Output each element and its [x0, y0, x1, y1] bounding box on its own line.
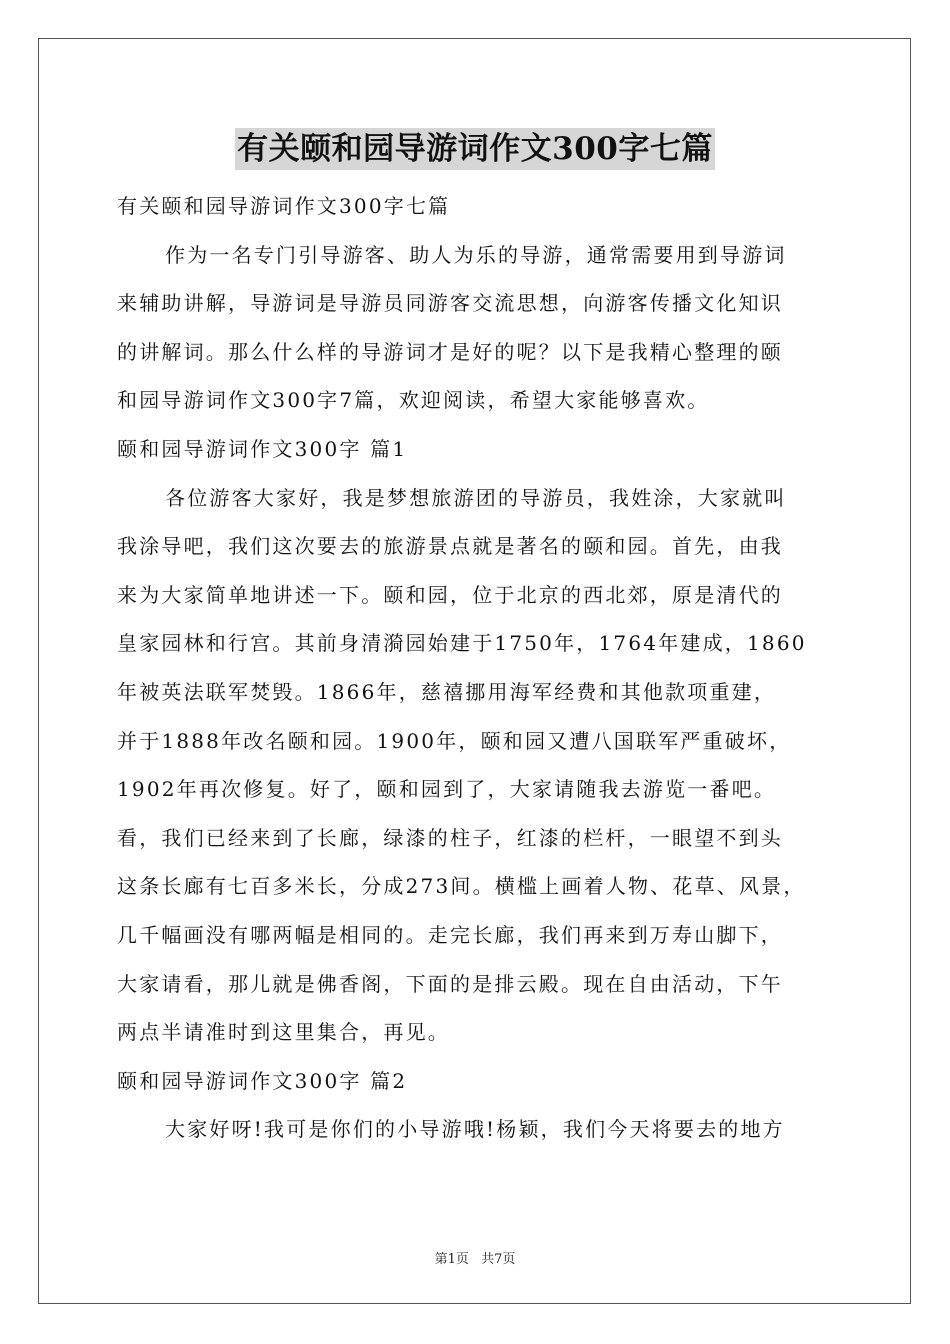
text-line: 和园导游词作文300字7篇，欢迎阅读，希望大家能够喜欢。	[117, 388, 710, 413]
text-line: 1902年再次修复。好了，颐和园到了，大家请随我去游览一番吧。	[117, 777, 777, 802]
text-line: 年被英法联军焚毁。1866年，慈禧挪用海军经费和其他款项重建，	[117, 679, 777, 704]
text-line: 这条长廊有七百多米长，分成273间。横槛上画着人物、花草、风景，	[117, 874, 806, 899]
text-line: 颐和园导游词作文300字 篇2	[117, 1068, 408, 1093]
text-line: 来为大家简单地讲述一下。颐和园，位于北京的西北郊，原是清代的	[117, 582, 783, 607]
text-line: 看，我们已经来到了长廊，绿漆的柱子，红漆的栏杆，一眼望不到头	[117, 825, 783, 850]
text-line: 两点半请准时到这里集合，再见。	[117, 1020, 450, 1045]
text-line: 我涂导吧，我们这次要去的旅游景点就是著名的颐和园。首先，由我	[117, 534, 783, 559]
text-line: 颐和园导游词作文300字 篇1	[117, 436, 408, 461]
page-footer	[0, 1248, 950, 1267]
text-line: 大家好呀!我可是你们的小导游哦!杨颖，我们今天将要去的地方	[165, 1117, 785, 1142]
text-line: 来辅助讲解，导游词是导游员同游客交流思想，向游客传播文化知识	[117, 291, 783, 316]
page-total: 共7页	[481, 1252, 516, 1267]
text-line: 作为一名专门引导游客、助人为乐的导游，通常需要用到导游词	[165, 242, 787, 267]
page-number: 第1页	[434, 1252, 469, 1267]
title-wrap	[0, 128, 950, 170]
text-line: 大家请看，那儿就是佛香阁，下面的是排云殿。现在自由活动，下午	[117, 971, 783, 996]
text-line: 的讲解词。那么什么样的导游词才是好的呢？以下是我精心整理的颐	[117, 339, 783, 364]
text-line: 皇家园林和行宫。其前身清漪园始建于1750年，1764年建成，1860	[117, 631, 807, 656]
document-title: 有关颐和园导游词作文300字七篇	[235, 128, 715, 170]
document-body	[117, 182, 837, 1154]
text-line: 并于1888年改名颐和园。1900年，颐和园又遭八国联军严重破坏，	[117, 728, 792, 753]
text-line: 各位游客大家好，我是梦想旅游团的导游员，我姓涂，大家就叫	[165, 485, 787, 510]
text-line: 几千幅画没有哪两幅是相同的。走完长廊，我们再来到万寿山脚下，	[117, 922, 783, 947]
text-line: 有关颐和园导游词作文300字七篇	[117, 194, 451, 218]
